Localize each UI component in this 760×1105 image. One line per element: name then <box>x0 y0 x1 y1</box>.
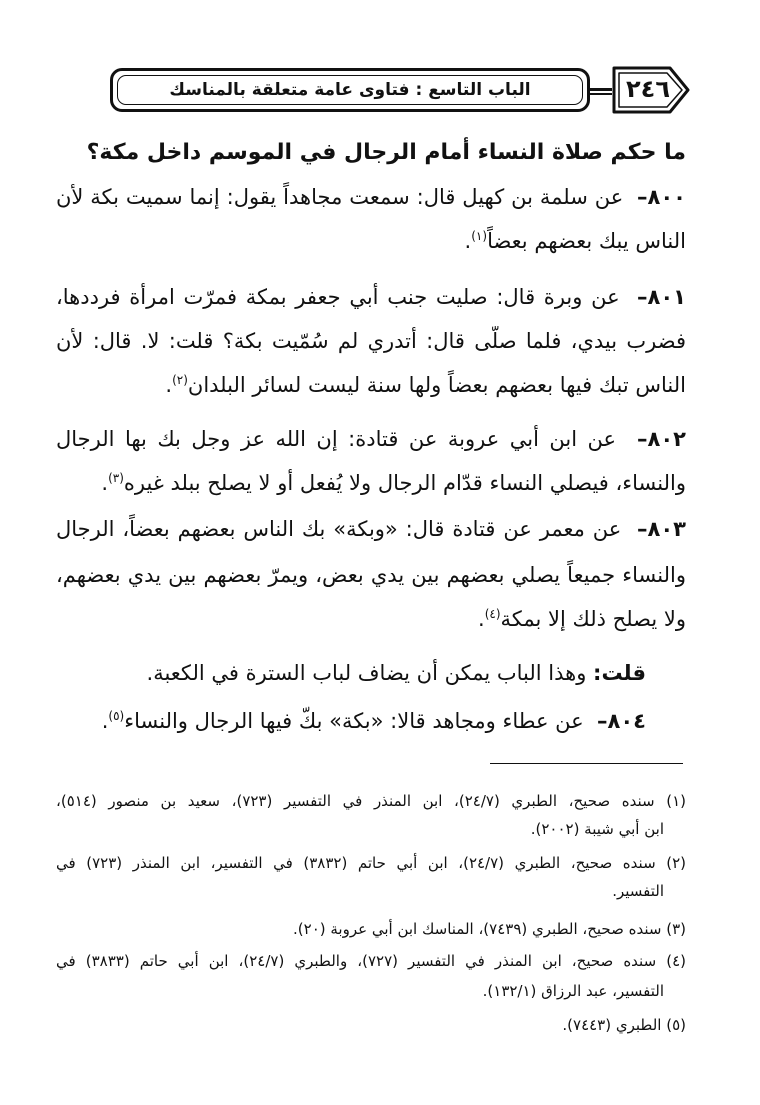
page-number: ٢٤٦ <box>626 75 670 103</box>
entry-801-line-1: ٨٠١– عن وبرة قال: صليت جنب أبي جعفر بمكة فمرّت امرأة فرددها، <box>56 285 686 309</box>
entry-number: ٨٠١– <box>637 285 686 309</box>
footnote-3-line-1: (٣) سنده صحيح، الطبري (٧٤٣٩)، المناسك ابن أبي عروبة (٢٠). <box>293 920 686 938</box>
footnote-ref: (٥) <box>108 709 125 723</box>
footnote-4-line-1: (٤) سنده صحيح، ابن المنذر في التفسير (٧٢٧)، والطبري (٢٤/٧)، ابن أبي حاتم (٣٨٣٣) في <box>56 952 686 970</box>
note-label: قلت: <box>593 661 646 685</box>
footnote-1-line-1: (١) سنده صحيح، الطبري (٢٤/٧)، ابن المنذر في التفسير (٧٢٣)، سعيد بن منصور (٥١٤)، <box>56 792 686 810</box>
footnote-4-line-2: التفسير، عبد الرزاق (١٣٢/١). <box>482 982 664 1000</box>
chapter-title: الباب التاسع : فتاوى عامة متعلقة بالمناسك <box>169 80 531 100</box>
entry-802-line-1: ٨٠٢– عن ابن أبي عروبة عن قتادة: إن الله عز وجل بك بها الرجال <box>56 427 686 451</box>
entry-801-line-3: الناس تبك فيها بعضهم بعضاً ولها سنة ليست لسائر البلدان$^{(٢)}$. <box>165 373 686 397</box>
entry-802-line-2: والنساء، فيصلي النساء قدّام الرجال ولا يُفعل أو لا يصلح ببلد غيره$^{(٣)}$. <box>101 471 686 495</box>
entry-number: ٨٠٠– <box>637 185 686 209</box>
entry-number: ٨٠٢– <box>637 427 686 451</box>
entry-801-line-2: فضرب بيدي، فلما صلّى قال: أتدري لم سُمّيت بكة؟ قلت: لا. قال: لأن <box>56 329 686 353</box>
footnote-ref: (٢) <box>172 373 188 387</box>
entry-800-line-2: الناس يبك بعضهم بعضاً$^{(١)}$. <box>464 229 686 253</box>
note-text: وهذا الباب يمكن أن يضاف لباب السترة في الكعبة. <box>146 661 587 685</box>
footnote-ref: (٣) <box>108 471 124 485</box>
entry-number: ٨٠٣– <box>637 517 686 541</box>
footnote-ref: (١) <box>471 229 488 243</box>
section-title: ما حكم صلاة النساء أمام الرجال في الموسم داخل مكة؟ <box>86 140 686 165</box>
entry-800-line-1: ٨٠٠– عن سلمة بن كهيل قال: سمعت مجاهداً يقول: إنما سميت بكة لأن <box>56 185 686 209</box>
footnote-2-line-1: (٢) سنده صحيح، الطبري (٢٤/٧)، ابن أبي حاتم (٣٨٣٢) في التفسير، ابن المنذر (٧٢٣) في <box>56 854 686 872</box>
entry-803-line-3: ولا يصلح ذلك إلا بمكة$^{(٤)}$. <box>478 607 686 631</box>
entry-803-line-1: ٨٠٣– عن معمر عن قتادة قال: «وبكة» بك الناس بعضهم بعضاً، الرجال <box>56 517 686 541</box>
entry-803-line-2: والنساء جميعاً يصلي بعضهم بين يدي بعض، ويمرّ بعضهم بين يدي بعضهم، <box>56 563 686 587</box>
entry-number: ٨٠٤– <box>597 709 646 733</box>
footnote-ref: (٤) <box>484 607 501 621</box>
footnote-2-line-2: التفسير. <box>612 882 664 900</box>
footnote-5-line-1: (٥) الطبري (٧٤٤٣). <box>562 1016 686 1034</box>
footnote-1-line-2: ابن أبي شيبة (٢٠٠٢). <box>530 820 664 838</box>
entry-804: ٨٠٤– عن عطاء ومجاهد قالا: «بكة» بكّ فيها الرجال والنساء$^{(٥)}$. <box>101 709 646 733</box>
footnotes <box>56 0 686 1105</box>
